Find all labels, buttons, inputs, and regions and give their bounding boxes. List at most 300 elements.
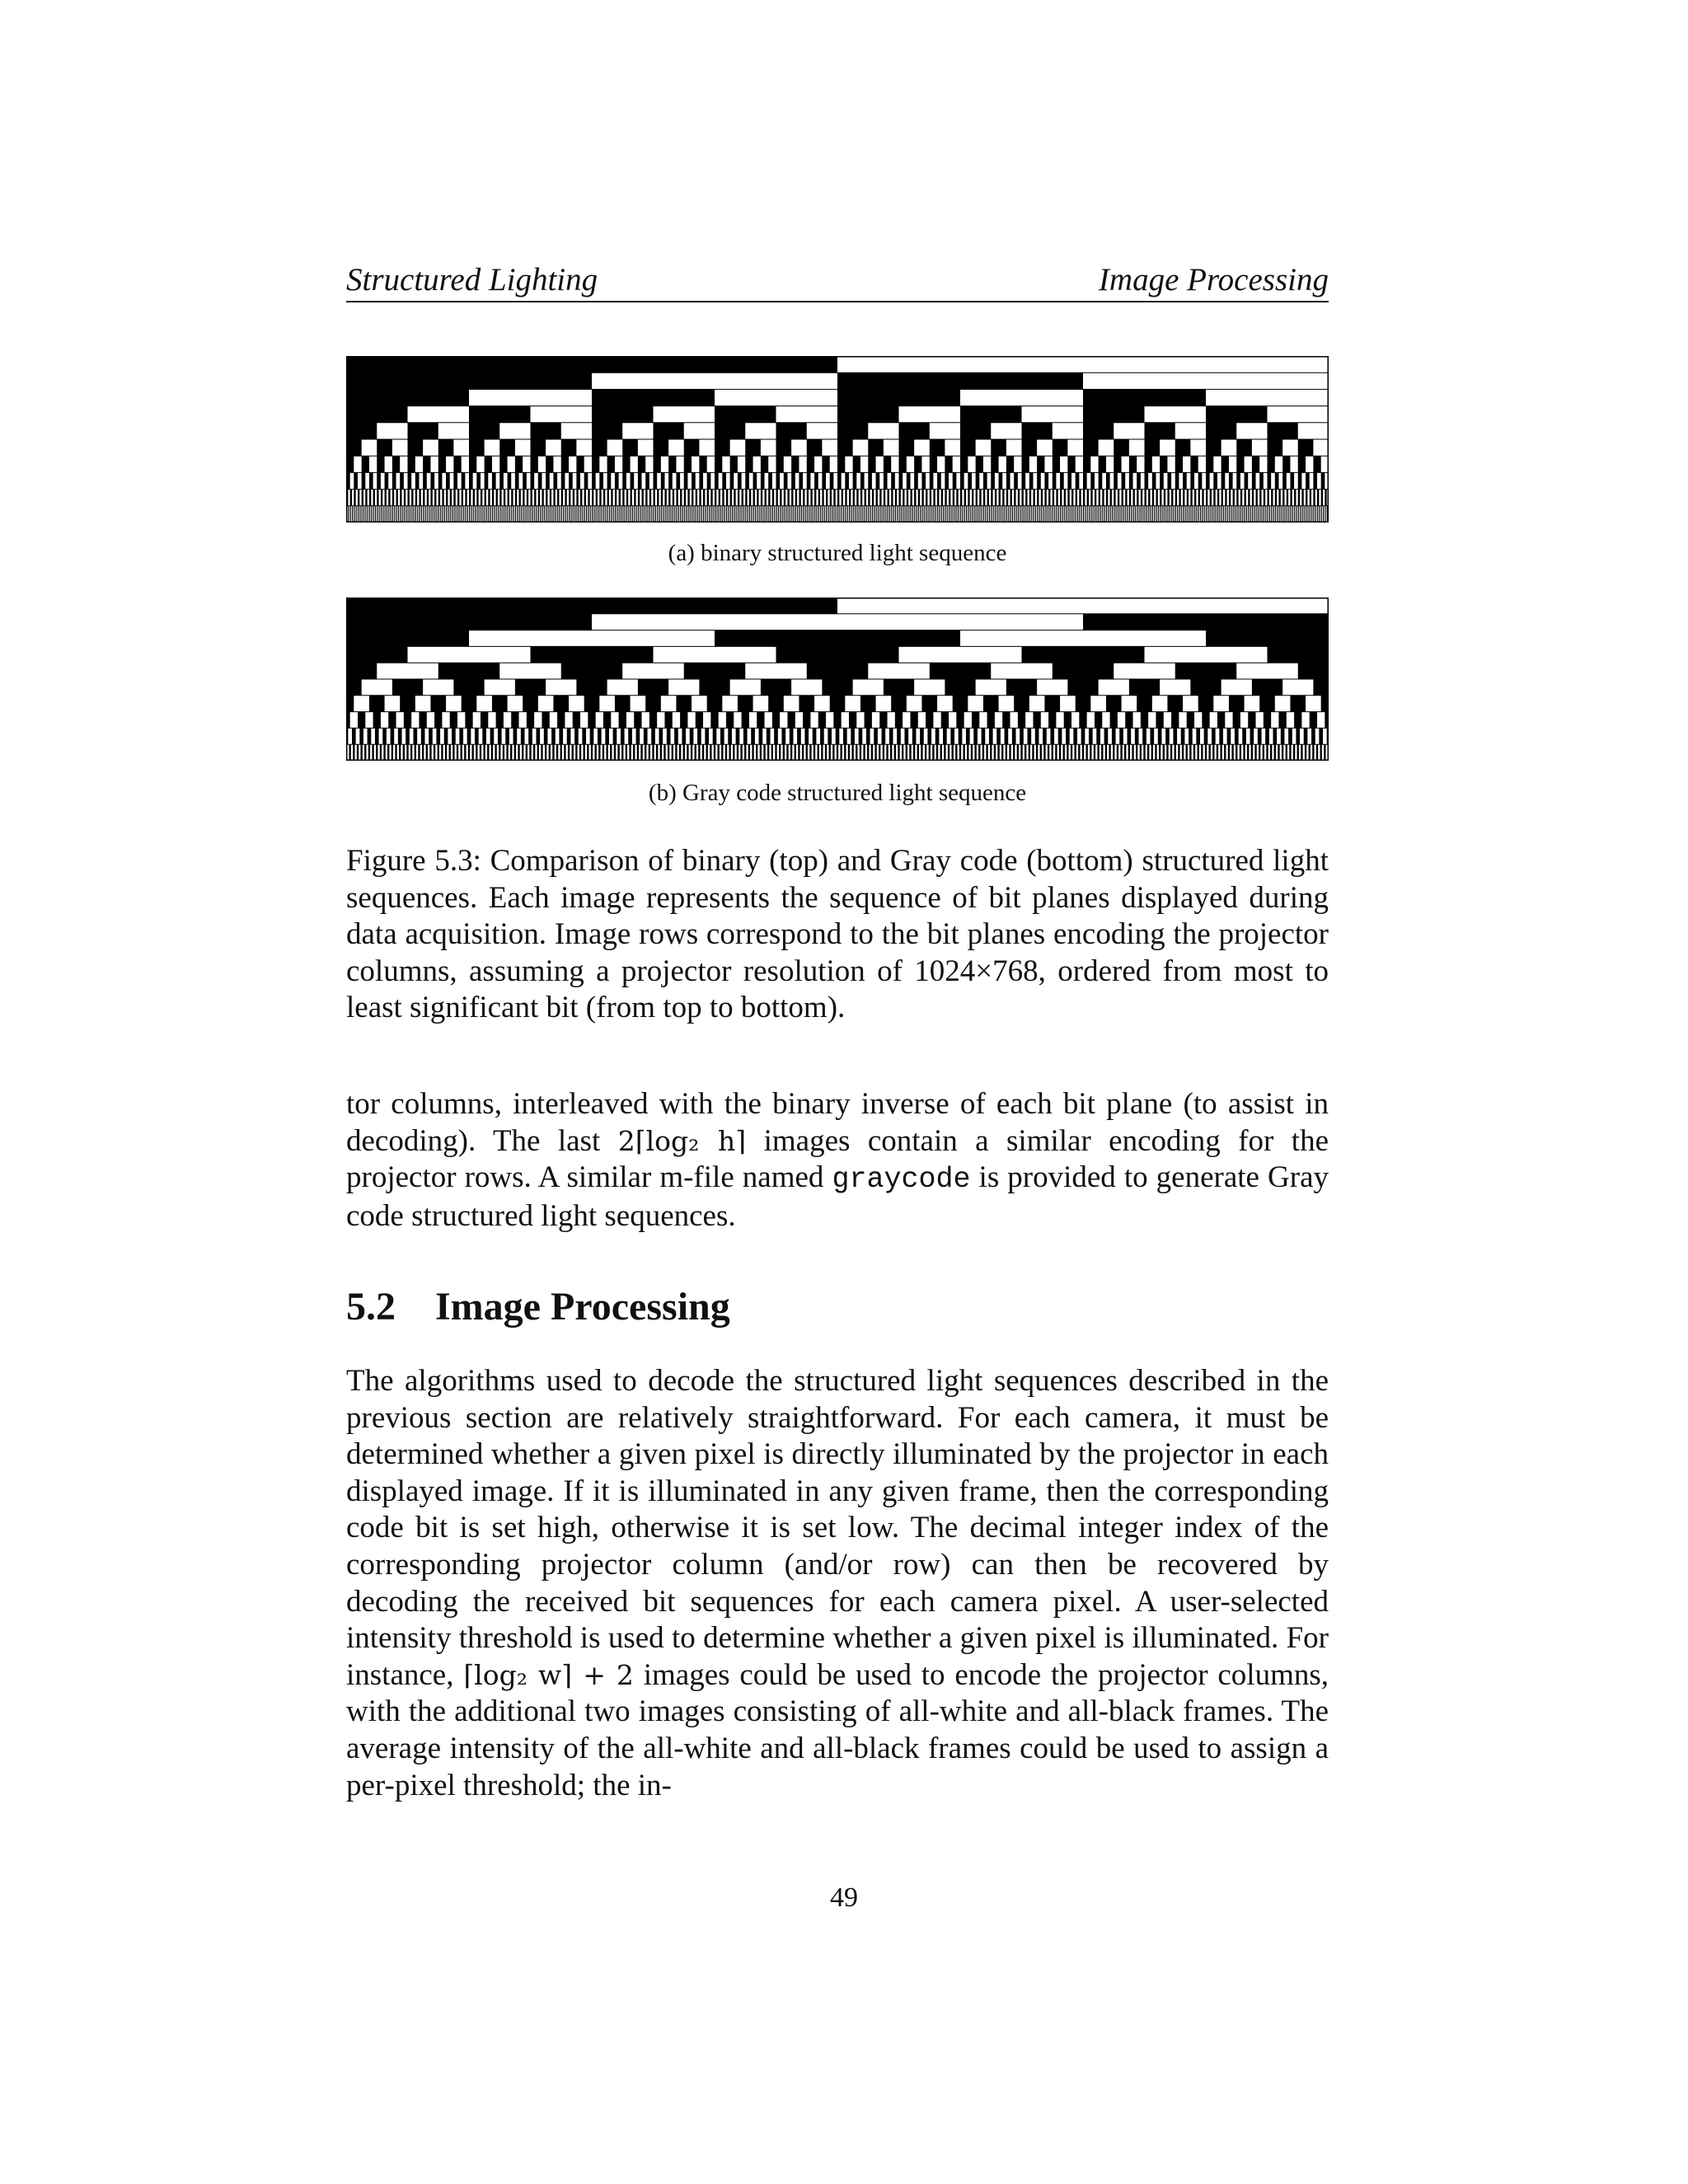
bit-plane-segment — [1189, 728, 1193, 744]
bit-plane-segment — [1047, 506, 1048, 523]
bit-plane-segment — [945, 679, 975, 696]
bit-plane-segment — [637, 744, 639, 761]
bit-plane-segment — [1141, 490, 1142, 506]
bit-plane-segment — [400, 490, 401, 506]
bit-plane-segment — [1296, 728, 1300, 744]
bit-plane-segment — [797, 506, 798, 523]
bit-plane-segment — [884, 456, 891, 472]
bit-plane-segment — [1148, 506, 1149, 523]
bit-plane-segment — [761, 506, 762, 523]
bit-plane-segment — [395, 744, 396, 761]
bit-plane-segment — [1100, 506, 1101, 523]
bit-plane-segment — [1006, 472, 1010, 489]
bit-plane-segment — [699, 506, 700, 523]
bit-plane-segment — [408, 456, 415, 472]
bit-plane-segment — [797, 728, 801, 744]
bit-plane-segment — [561, 490, 563, 506]
bit-plane-segment — [522, 744, 523, 761]
bit-plane-segment — [829, 744, 831, 761]
bit-plane-segment — [536, 728, 540, 744]
bit-plane-segment — [709, 506, 710, 523]
bit-plane-segment — [628, 506, 629, 523]
bit-plane-segment — [879, 744, 880, 761]
bit-plane-segment — [561, 506, 562, 523]
bit-plane-segment — [971, 744, 973, 761]
bit-plane-segment — [1213, 506, 1214, 523]
bit-plane-segment — [739, 506, 740, 523]
bit-plane-segment — [1298, 439, 1314, 456]
bit-plane-segment — [462, 472, 466, 489]
bit-plane-segment — [742, 712, 749, 729]
bit-plane-segment — [573, 712, 580, 729]
bit-plane-segment — [546, 456, 553, 472]
bit-plane-segment — [631, 490, 632, 506]
bit-plane-segment — [679, 744, 681, 761]
bit-plane-segment — [830, 696, 846, 712]
bit-plane-segment — [469, 506, 470, 523]
bit-plane-segment — [765, 490, 767, 506]
bit-plane-segment — [865, 490, 866, 506]
bit-plane-segment — [925, 744, 926, 761]
bit-plane-segment — [696, 712, 703, 729]
bit-plane-segment — [830, 472, 834, 489]
bit-plane-segment — [786, 744, 788, 761]
bit-plane-segment — [837, 744, 838, 761]
bit-plane-segment — [1178, 744, 1179, 761]
bit-plane-segment — [1270, 744, 1272, 761]
bit-plane-segment — [997, 744, 999, 761]
bit-plane-segment — [732, 506, 733, 523]
bit-plane-segment — [605, 506, 606, 523]
bit-plane-segment — [424, 506, 425, 523]
bit-plane-segment — [1141, 506, 1142, 523]
bit-plane-segment — [1058, 728, 1062, 744]
bit-plane-segment — [1066, 728, 1070, 744]
bit-plane-segment — [736, 728, 740, 744]
bit-plane-segment — [933, 506, 934, 523]
bit-plane-segment — [513, 506, 514, 523]
bit-plane-segment — [1242, 506, 1243, 523]
bit-plane-segment — [607, 490, 609, 506]
bit-plane-segment — [1083, 490, 1085, 506]
bit-plane-segment — [909, 744, 911, 761]
bit-plane-segment — [402, 506, 403, 523]
bit-plane-segment — [979, 506, 980, 523]
bit-plane-segment — [1275, 490, 1277, 506]
bit-plane-segment — [385, 490, 387, 506]
bit-plane-segment — [1252, 490, 1254, 506]
bit-plane-segment — [553, 490, 555, 506]
bit-plane-segment — [1014, 490, 1015, 506]
bit-plane-segment — [1264, 712, 1271, 729]
bit-plane-segment — [1278, 506, 1279, 523]
bit-plane-segment — [1207, 506, 1208, 523]
bit-plane-segment — [989, 728, 993, 744]
bit-plane-segment — [1064, 506, 1065, 523]
bit-plane-segment — [576, 472, 580, 489]
bit-plane-segment — [1099, 490, 1100, 506]
bit-plane-segment — [1313, 506, 1314, 523]
bit-plane-segment — [615, 490, 617, 506]
bit-plane-segment — [1323, 506, 1324, 523]
bit-plane-segment — [1009, 744, 1010, 761]
bit-plane-segment — [768, 506, 769, 523]
bit-plane-segment — [1282, 456, 1290, 472]
bit-plane-segment — [667, 506, 668, 523]
bit-plane-segment — [1099, 472, 1103, 489]
bit-plane-segment — [438, 744, 439, 761]
bit-plane-segment — [1083, 472, 1087, 489]
bit-plane-segment — [446, 506, 447, 523]
bit-plane-segment — [567, 728, 571, 744]
bit-plane-segment — [983, 696, 999, 712]
bit-plane-segment — [356, 506, 357, 523]
bit-plane-segment — [845, 472, 849, 489]
bit-plane-segment — [579, 744, 581, 761]
bit-plane-segment — [346, 630, 469, 647]
bit-plane-segment — [1240, 744, 1241, 761]
bit-plane-segment — [842, 490, 843, 506]
bit-plane-segment — [399, 744, 401, 761]
bit-plane-segment — [584, 696, 600, 712]
bit-plane-segment — [638, 472, 642, 489]
bit-plane-segment — [544, 506, 545, 523]
bit-plane-segment — [719, 506, 720, 523]
bit-plane-segment — [1022, 490, 1024, 506]
bit-plane-segment — [1278, 712, 1286, 729]
bit-plane-segment — [485, 490, 486, 506]
bit-plane-segment — [762, 506, 763, 523]
bit-plane-segment — [1067, 456, 1075, 472]
bit-plane-segment — [388, 490, 390, 506]
bit-plane-segment — [824, 506, 825, 523]
bit-plane-segment — [1275, 506, 1276, 523]
bit-plane-segment — [363, 506, 364, 523]
bit-plane-segment — [515, 472, 519, 489]
bit-plane-segment — [1012, 728, 1016, 744]
bit-plane-segment — [855, 506, 856, 523]
bit-plane-segment — [1175, 456, 1183, 472]
bit-plane-segment — [920, 728, 924, 744]
bit-plane-segment — [1031, 506, 1032, 523]
bit-plane-segment — [638, 490, 640, 506]
bit-plane-segment — [978, 744, 980, 761]
bit-plane-segment — [591, 744, 593, 761]
bit-plane-segment — [1140, 744, 1142, 761]
bit-plane-segment — [1210, 506, 1211, 523]
bit-plane-segment — [1083, 456, 1090, 472]
bit-plane-segment — [1037, 456, 1044, 472]
subfigure-a-caption: (a) binary structured light sequence — [668, 540, 1007, 566]
bit-plane-segment — [444, 728, 448, 744]
bit-plane-segment — [910, 712, 917, 729]
bit-plane-segment — [469, 490, 471, 506]
bit-plane-segment — [966, 506, 967, 523]
bit-plane-segment — [632, 506, 633, 523]
bit-plane-segment — [724, 506, 725, 523]
bit-plane-segment — [763, 744, 765, 761]
bit-plane-segment — [475, 506, 476, 523]
bit-plane-segment — [590, 728, 594, 744]
bit-plane-segment — [1133, 506, 1134, 523]
text-run: tor columns, interleaved with the binary inverse of each bit plane (to assist in decoding). The last — [346, 1087, 1329, 1158]
bit-plane-segment — [592, 423, 622, 439]
bit-plane-segment — [1187, 506, 1188, 523]
bit-plane-segment — [603, 712, 611, 729]
bit-plane-segment — [1171, 712, 1179, 729]
bit-plane-segment — [776, 646, 899, 663]
bit-plane-segment — [1037, 472, 1041, 489]
bit-plane-segment — [573, 506, 574, 523]
bit-plane-segment — [1041, 506, 1042, 523]
bit-plane-segment — [1281, 506, 1282, 523]
bit-plane-segment — [594, 744, 596, 761]
bit-plane-segment — [580, 490, 582, 506]
bit-plane-segment — [853, 490, 855, 506]
bit-plane-segment — [610, 744, 612, 761]
bit-plane-segment — [1020, 744, 1022, 761]
bit-plane-segment — [699, 679, 729, 696]
bit-plane-segment — [634, 490, 635, 506]
bit-plane-segment — [529, 744, 531, 761]
bit-plane-segment — [636, 728, 640, 744]
bit-plane-segment — [856, 506, 857, 523]
bit-plane-segment — [511, 506, 512, 523]
bit-plane-segment — [697, 506, 698, 523]
bit-plane-segment — [1228, 744, 1230, 761]
bit-plane-segment — [914, 506, 915, 523]
bit-plane-segment — [531, 646, 654, 663]
bit-plane-segment — [1258, 728, 1262, 744]
bit-plane-segment — [576, 506, 577, 523]
bit-plane-segment — [964, 506, 965, 523]
bit-plane-segment — [521, 506, 522, 523]
bit-plane-segment — [661, 490, 663, 506]
bit-plane-segment — [876, 472, 880, 489]
bit-plane-segment — [845, 506, 846, 523]
bit-plane-segment — [1187, 712, 1194, 729]
bit-plane-segment — [1298, 456, 1306, 472]
bit-plane-segment — [657, 490, 659, 506]
bit-plane-segment — [1190, 679, 1221, 696]
bit-plane-segment — [433, 506, 434, 523]
bit-plane-segment — [1150, 728, 1154, 744]
bit-plane-segment — [893, 506, 894, 523]
bit-plane-segment — [814, 744, 815, 761]
bit-plane-segment — [791, 490, 793, 506]
bit-plane-segment — [1190, 506, 1191, 523]
bit-plane-segment — [509, 506, 510, 523]
bit-plane-segment — [1005, 728, 1009, 744]
bit-plane-segment — [891, 506, 892, 523]
bit-plane-segment — [449, 744, 451, 761]
bit-plane-segment — [910, 490, 912, 506]
bit-plane-segment — [888, 490, 889, 506]
bit-plane-segment — [1056, 490, 1057, 506]
bit-plane-segment — [385, 472, 389, 489]
bit-plane-segment — [1294, 490, 1296, 506]
bit-plane-segment — [1217, 744, 1218, 761]
bit-plane-segment — [917, 744, 919, 761]
bit-plane-segment — [987, 712, 995, 729]
bit-plane-segment — [1006, 679, 1037, 696]
bit-plane-segment — [1233, 712, 1240, 729]
bit-plane-segment — [692, 472, 696, 489]
bit-plane-segment — [400, 472, 404, 489]
bit-plane-segment — [1208, 744, 1210, 761]
bit-plane-segment — [423, 490, 424, 506]
bit-plane-segment — [1137, 472, 1141, 489]
bit-plane-segment — [1265, 506, 1266, 523]
bit-plane-segment — [1196, 506, 1197, 523]
bit-plane-segment — [1005, 506, 1006, 523]
bit-plane-segment — [884, 679, 914, 696]
bit-plane-segment — [945, 472, 949, 489]
bit-plane-segment — [1210, 490, 1212, 506]
bit-plane-segment — [668, 744, 669, 761]
bit-plane-segment — [499, 744, 500, 761]
bit-plane-segment — [523, 472, 527, 489]
bit-plane-segment — [720, 506, 721, 523]
bit-plane-segment — [404, 506, 405, 523]
bit-plane-segment — [1321, 506, 1322, 523]
bit-plane-segment — [1181, 506, 1182, 523]
bit-plane-segment — [652, 744, 654, 761]
bit-plane-segment — [1175, 744, 1176, 761]
bit-plane-segment — [1008, 506, 1009, 523]
bit-plane-segment — [674, 728, 678, 744]
bit-plane-segment — [1119, 728, 1123, 744]
bit-plane-segment — [1043, 744, 1045, 761]
bit-plane-segment — [753, 490, 755, 506]
bit-plane-segment — [1286, 744, 1287, 761]
bit-plane-segment — [991, 439, 1006, 456]
bit-plane-segment — [921, 472, 926, 489]
bit-plane-segment — [872, 490, 874, 506]
bit-plane-segment — [799, 490, 800, 506]
bit-plane-segment — [1029, 744, 1030, 761]
bit-plane-segment — [1108, 506, 1109, 523]
bit-plane-segment — [776, 456, 784, 472]
bit-plane-segment — [949, 490, 950, 506]
bit-plane-segment — [1116, 506, 1117, 523]
bit-plane-segment — [730, 472, 734, 489]
bit-plane-segment — [622, 439, 638, 456]
bit-plane-segment — [1048, 506, 1049, 523]
bit-plane-segment — [1142, 728, 1146, 744]
bit-plane-segment — [687, 506, 688, 523]
bit-plane-segment — [814, 490, 816, 506]
bit-plane-segment — [1013, 744, 1015, 761]
bit-plane-segment — [1268, 490, 1269, 506]
bit-plane-segment — [656, 744, 658, 761]
bit-plane-segment — [833, 506, 834, 523]
bit-plane-segment — [586, 506, 587, 523]
bit-plane-segment — [882, 728, 886, 744]
bit-plane-segment — [373, 490, 375, 506]
bit-plane-segment — [1306, 490, 1307, 506]
text-run: The algorithms used to decode the structured light sequences described in the previous section are relatively straightforward. For each camera, it must be determined whether a given pixel is directly illuminated by the projector in each displayed image. If it is illuminated in any given frame, then the corresponding code bit is set high, otherwise it is set low. The decimal integer index of the corresponding projector column (and/or row) can then be recovered by decoding the received bit sequences for each camera pixel. A user-selected intensity threshold is used to determine whether a given pixel is illuminated. For instance, — [346, 1364, 1329, 1692]
bit-plane-segment — [408, 506, 409, 523]
bit-plane-segment — [715, 439, 730, 456]
bit-plane-segment — [362, 490, 363, 506]
bit-plane-segment — [745, 490, 747, 506]
bit-plane-segment — [1294, 506, 1295, 523]
bit-plane-segment — [787, 490, 789, 506]
bit-plane-segment — [403, 744, 405, 761]
bit-plane-segment — [1173, 506, 1174, 523]
bit-plane-segment — [940, 744, 942, 761]
bit-plane-segment — [684, 506, 685, 523]
bit-plane-segment — [757, 490, 758, 506]
bit-plane-segment — [1022, 646, 1145, 663]
bit-plane-segment — [1227, 728, 1231, 744]
bit-plane-segment — [1090, 506, 1091, 523]
bit-plane-segment — [660, 744, 662, 761]
running-header-left: Structured Lighting — [346, 262, 598, 298]
bit-plane-segment — [879, 506, 880, 523]
bit-plane-segment — [496, 490, 498, 506]
bit-plane-segment — [1204, 506, 1205, 523]
bit-plane-segment — [645, 490, 647, 506]
bit-plane-segment — [717, 744, 719, 761]
bit-plane-segment — [377, 456, 384, 472]
bit-plane-segment — [1006, 456, 1014, 472]
bit-plane-segment — [599, 506, 600, 523]
bit-plane-segment — [1083, 423, 1114, 439]
bit-plane-segment — [462, 490, 463, 506]
bit-plane-segment — [1274, 744, 1276, 761]
bit-plane-segment — [430, 490, 432, 506]
bit-plane-segment — [686, 506, 687, 523]
bit-plane-segment — [726, 506, 727, 523]
bit-plane-segment — [346, 679, 362, 696]
bit-plane-segment — [1114, 456, 1121, 472]
bit-plane-segment — [1206, 406, 1268, 423]
bit-plane-segment — [1146, 506, 1147, 523]
bit-plane-segment — [1206, 439, 1221, 456]
bit-plane-segment — [365, 490, 367, 506]
bit-plane-segment — [592, 389, 715, 405]
bit-plane-segment — [929, 744, 931, 761]
bit-plane-segment — [859, 506, 860, 523]
bit-plane-segment — [738, 490, 739, 506]
bit-plane-segment — [438, 472, 443, 489]
bit-plane-segment — [1304, 728, 1308, 744]
bit-plane-segment — [382, 728, 387, 744]
bit-plane-segment — [1202, 490, 1203, 506]
bit-plane-segment — [680, 506, 681, 523]
bit-plane-segment — [1316, 744, 1318, 761]
bit-plane-segment — [943, 728, 947, 744]
bit-plane-segment — [715, 472, 719, 489]
bit-plane-segment — [959, 728, 963, 744]
bit-plane-segment — [1053, 456, 1060, 472]
bit-plane-segment — [654, 423, 684, 439]
bit-plane-segment — [1006, 744, 1007, 761]
bit-plane-segment — [1262, 506, 1263, 523]
bit-plane-segment — [1313, 679, 1329, 696]
bit-plane-segment — [611, 490, 612, 506]
bit-plane-segment — [1250, 506, 1251, 523]
bit-plane-segment — [377, 490, 378, 506]
bit-plane-segment — [1254, 744, 1256, 761]
bit-plane-segment — [1083, 389, 1206, 405]
bit-plane-segment — [365, 506, 366, 523]
bit-plane-segment — [1067, 744, 1068, 761]
bit-plane-segment — [714, 744, 715, 761]
bit-plane-segment — [1290, 696, 1306, 712]
